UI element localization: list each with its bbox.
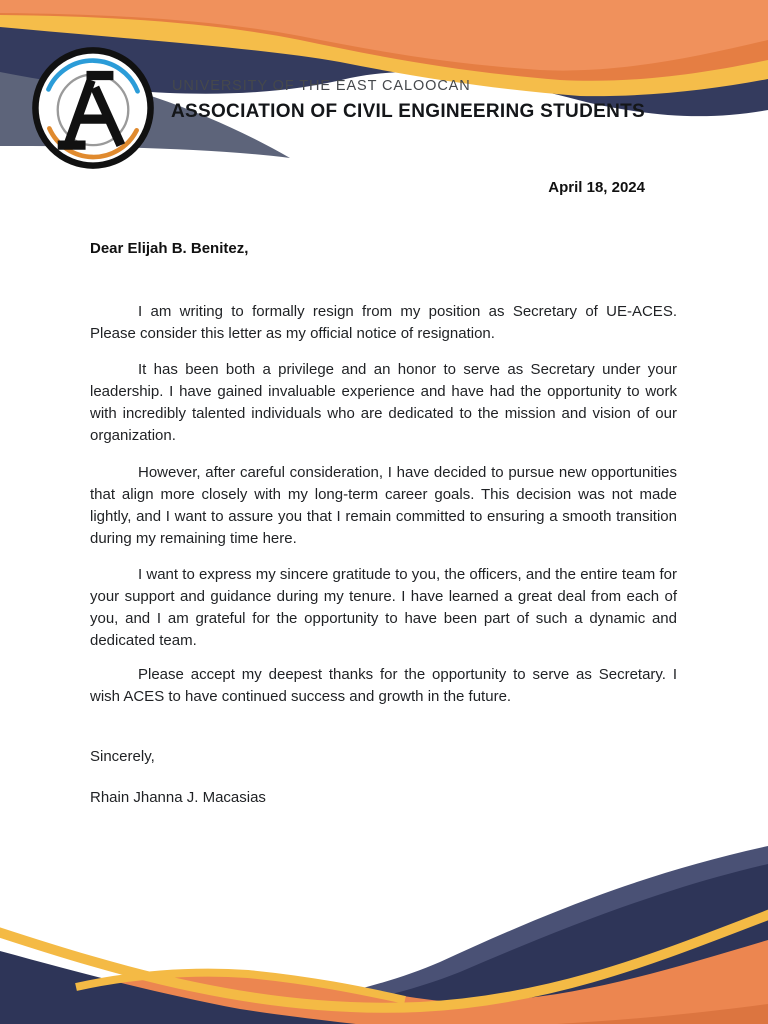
letter-date: April 18, 2024 xyxy=(548,179,645,196)
closing: Sincerely, xyxy=(90,748,155,765)
paragraph-1: I am writing to formally resign from my position as Secretary of UE-ACES. Please consider this letter as my official notice of resignation. xyxy=(90,303,677,342)
org-name-line2: ASSOCIATION OF CIVIL ENGINEERING STUDENTS xyxy=(171,101,645,122)
letter-body xyxy=(90,0,677,1024)
signature-name: Rhain Jhanna J. Macasias xyxy=(90,789,266,806)
paragraph-5: Please accept my deepest thanks for the opportunity to serve as Secretary. I wish ACES to have continued success and growth in the future. xyxy=(90,666,677,705)
salutation: Dear Elijah B. Benitez, xyxy=(90,240,249,257)
paragraph-4: I want to express my sincere gratitude to you, the officers, and the entire team for your support and guidance during my tenure. I have learned a great deal from each of you, and I am grateful for the opportunity to have been part of such a dynamic and dedicated team. xyxy=(90,566,677,649)
paragraph-2: It has been both a privilege and an honor to serve as Secretary under your leadership. I have gained invaluable experience and have had the opportunity to work with incredibly talented individuals who are dedicated to the mission and vision of our organization. xyxy=(90,361,677,444)
org-name-line1: UNIVERSITY OF THE EAST CALOOCAN xyxy=(172,78,471,94)
paragraph-3: However, after careful consideration, I have decided to pursue new opportunities that align more closely with my long-term career goals. This decision was not made lightly, and I want to assure you that I remain committed to ensuring a smooth transition during my remaining time here. xyxy=(90,464,677,547)
